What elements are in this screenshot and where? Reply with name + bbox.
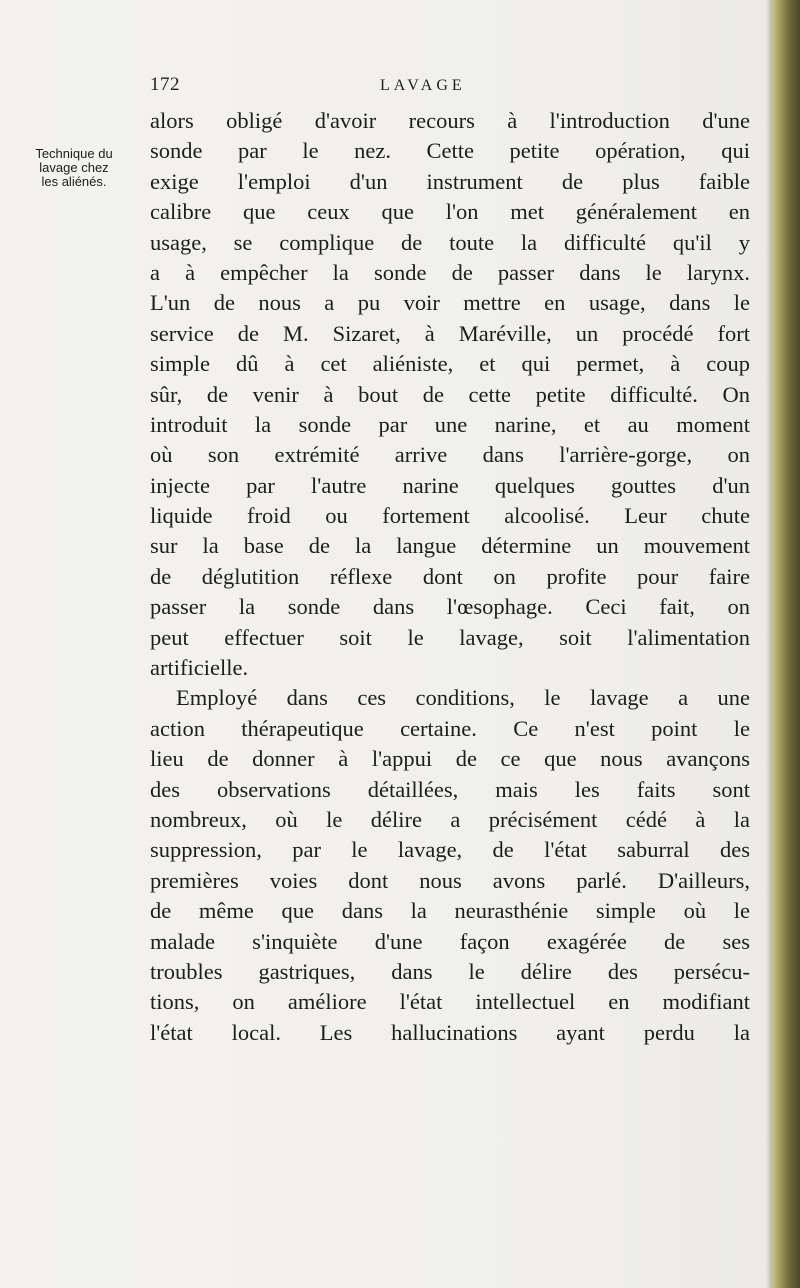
- body-line: passer la sonde dans l'œsophage. Ceci fait, on: [150, 594, 750, 620]
- body-line: suppression, par le lavage, de l'état saburral des: [150, 837, 750, 863]
- page-fold-shadow: [766, 0, 772, 1288]
- body-line: sur la base de la langue détermine un mouvement: [150, 533, 750, 559]
- running-head: LAVAGE: [380, 77, 466, 94]
- margin-note-line: les aliénés.: [41, 174, 107, 189]
- body-line: troubles gastriques, dans le délire des persécu-: [150, 958, 750, 984]
- body-line: l'état local. Les hallucinations ayant perdu la: [150, 1019, 750, 1045]
- body-line: injecte par l'autre narine quelques gouttes d'un: [150, 472, 750, 498]
- body-line: peut effectuer soit le lavage, soit l'alimentation: [150, 624, 750, 650]
- body-line: exige l'emploi d'un instrument de plus faible: [150, 168, 750, 194]
- body-line: nombreux, où le délire a précisément cédé à la: [150, 806, 750, 832]
- body-line: premières voies dont nous avons parlé. D'ailleurs,: [150, 867, 750, 893]
- body-line: malade s'inquiète d'une façon exagérée de ses: [150, 928, 750, 954]
- body-line: de même que dans la neurasthénie simple où le: [150, 898, 750, 924]
- body-line: tions, on améliore l'état intellectuel en modifiant: [150, 989, 750, 1015]
- body-line: sûr, de venir à bout de cette petite difficulté. On: [150, 381, 750, 407]
- page-header: [150, 74, 750, 104]
- body-line: alors obligé d'avoir recours à l'introduction d'une: [150, 108, 750, 133]
- body-line: service de M. Sizaret, à Maréville, un procédé fort: [150, 320, 750, 346]
- margin-note: [28, 147, 120, 189]
- body-line: lieu de donner à l'appui de ce que nous avançons: [150, 746, 750, 772]
- body-text: [150, 106, 750, 1048]
- body-line: usage, se complique de toute la difficulté qu'il y: [150, 229, 750, 255]
- body-line: simple dû à cet aliéniste, et qui permet, à coup: [150, 351, 750, 377]
- body-line: L'un de nous a pu voir mettre en usage, dans le: [150, 290, 750, 316]
- body-line-paragraph-start: Employé dans ces conditions, le lavage a une: [176, 685, 750, 711]
- margin-note-line: lavage chez: [39, 160, 109, 175]
- body-line: artificielle.: [150, 655, 249, 681]
- body-line: de déglutition réflexe dont on profite pour faire: [150, 563, 750, 589]
- body-line: où son extrémité arrive dans l'arrière-gorge, on: [150, 442, 750, 468]
- body-line: action thérapeutique certaine. Ce n'est point le: [150, 715, 750, 741]
- margin-note-line: Technique du: [35, 146, 113, 161]
- page-edge-binding: [772, 0, 800, 1288]
- body-line: introduit la sonde par une narine, et au moment: [150, 411, 750, 437]
- body-line: liquide froid ou fortement alcoolisé. Leur chute: [150, 503, 750, 529]
- body-line: calibre que ceux que l'on met généralement en: [150, 199, 750, 225]
- body-line: a à empêcher la sonde de passer dans le larynx.: [150, 259, 750, 285]
- body-line: sonde par le nez. Cette petite opération, qui: [150, 138, 750, 164]
- page-number: 172: [150, 74, 180, 95]
- body-line: des observations détaillées, mais les faits sont: [150, 776, 750, 802]
